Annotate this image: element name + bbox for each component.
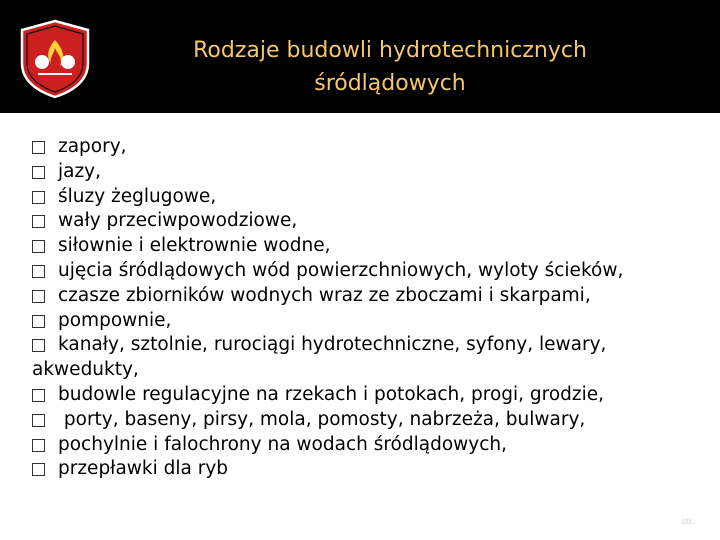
bullet-icon — [32, 339, 45, 352]
list-item-text: zapory, — [58, 136, 127, 157]
list-item — [32, 309, 702, 334]
title-line-2: śródlądowych — [314, 71, 466, 96]
list-item-text-continued: akwedukty, — [32, 359, 139, 381]
list-item — [32, 209, 702, 234]
slide-title — [120, 34, 660, 100]
list-item-text: budowle regulacyjne na rzekach i potokach, progi, grodzie, — [58, 383, 605, 405]
bullet-icon — [32, 191, 45, 204]
bullet-icon — [32, 290, 45, 303]
bullet-icon — [32, 215, 45, 228]
page-number — [682, 512, 704, 528]
list-item — [32, 160, 702, 185]
bullet-icon — [32, 389, 45, 402]
list-item-text: siłownie i elektrownie wodne, — [58, 235, 331, 257]
bullet-icon — [32, 141, 45, 154]
list-item-text: kanały, sztolnie, rurociągi hydrotechniczne, syfony, lewary, — [58, 334, 607, 356]
list-item-text: jazy, — [58, 160, 102, 182]
structure-type-list — [32, 135, 702, 482]
bullet-icon — [32, 240, 45, 253]
list-item-text: pochylnie i falochrony na wodach śródlądowych, — [58, 433, 508, 455]
list-item — [32, 408, 702, 433]
list-item — [32, 457, 702, 482]
slide-header — [0, 0, 720, 113]
list-item — [32, 185, 702, 210]
list-item-text: czasze zbiorników wodnych wraz ze zboczami i skarpami, — [58, 284, 591, 306]
bullet-icon — [32, 414, 45, 427]
list-item — [32, 333, 702, 383]
list-item-text: śluzy żeglugowe, — [58, 185, 217, 207]
list-item-text: przepławki dla ryb — [58, 458, 229, 480]
list-item — [32, 135, 702, 160]
fire-brigade-logo-icon — [18, 18, 92, 100]
bullet-icon — [32, 463, 45, 476]
bullet-icon — [32, 439, 45, 452]
list-item-text: wały przeciwpowodziowe, — [58, 210, 298, 232]
bullet-icon — [32, 315, 45, 328]
page-number-value: 5 — [695, 512, 704, 528]
list-item — [32, 234, 702, 259]
list-item-text: ujęcia śródlądowych wód powierzchniowych, wyloty ścieków, — [58, 259, 624, 281]
list-item — [32, 383, 702, 408]
list-item — [32, 259, 702, 284]
page-prefix: str. — [681, 517, 695, 526]
list-item — [32, 433, 702, 458]
bullet-icon — [32, 265, 45, 278]
list-item-text: porty, baseny, pirsy, mola, pomosty, nabrzeża, bulwary, — [58, 408, 586, 430]
list-item-text: pompownie, — [58, 309, 172, 331]
bullet-icon — [32, 166, 45, 179]
title-line-1: Rodzaje budowli hydrotechnicznych — [193, 38, 587, 63]
list-item — [32, 284, 702, 309]
